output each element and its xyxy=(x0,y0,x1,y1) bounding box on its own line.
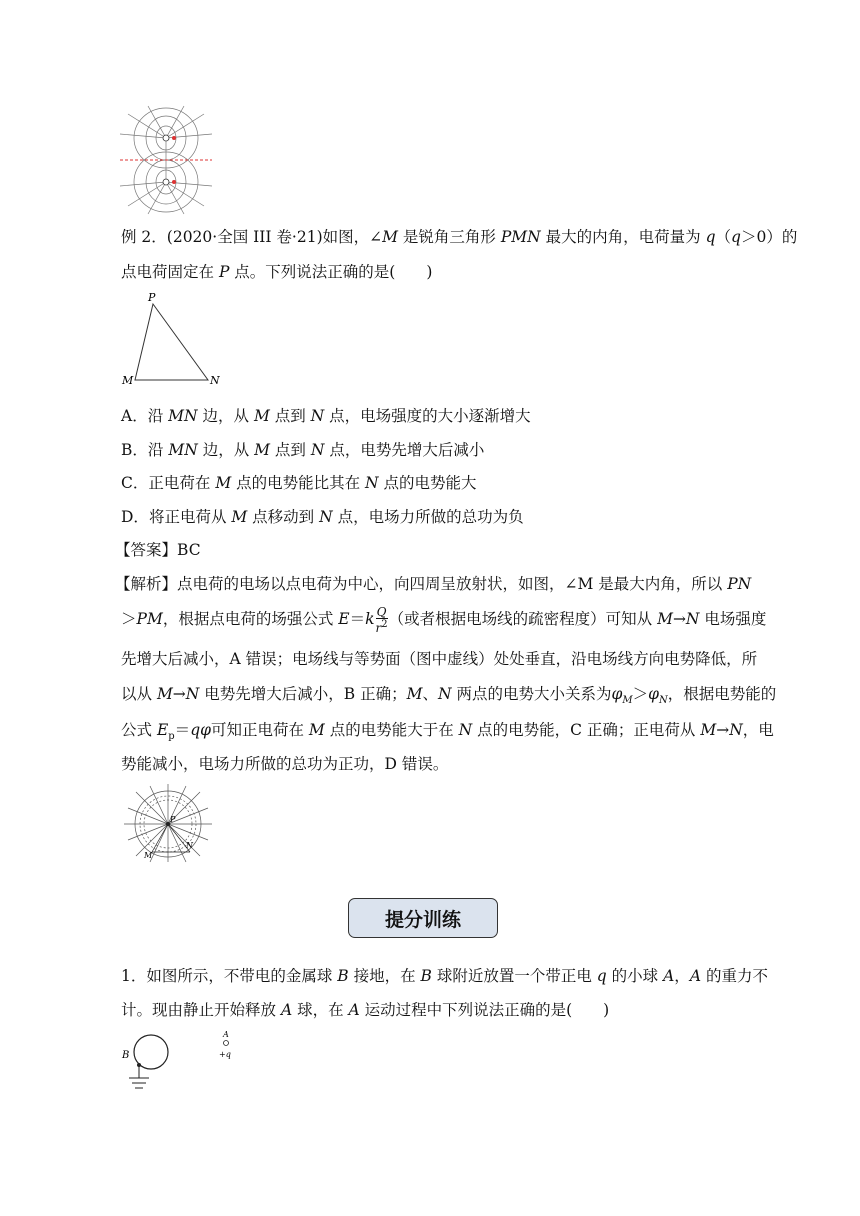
analysis-line5 xyxy=(121,719,774,748)
label-A: A xyxy=(223,1030,229,1039)
text: 运动过程中下列说法正确的是( ) xyxy=(359,1001,610,1019)
var: M xyxy=(253,407,270,425)
analysis-line1 xyxy=(115,573,751,595)
var: M→N xyxy=(700,721,743,739)
dipole-field-figure xyxy=(118,104,214,216)
var: PM xyxy=(136,610,163,628)
triangle-figure xyxy=(118,290,228,390)
text: 球，在 xyxy=(292,1001,349,1019)
text: 沿 xyxy=(147,441,169,459)
var: N xyxy=(310,407,325,425)
label-M: M xyxy=(122,374,134,387)
text: 点，电场强度的大小逐渐增大 xyxy=(324,407,531,425)
text: 点，电场力所做的总功为负 xyxy=(332,508,524,526)
text: 点，电势先增大后减小 xyxy=(324,441,485,459)
text: ＝ xyxy=(174,721,191,739)
text: 点到 xyxy=(270,441,311,459)
label-N: N xyxy=(186,841,193,850)
text: 公式 xyxy=(121,721,157,739)
var: k xyxy=(365,610,375,628)
text: 势能减小，电场力所做的总功为正功，D 错误。 xyxy=(121,755,449,773)
text: 点的电势能大于在 xyxy=(324,721,459,739)
text: ＞ xyxy=(632,685,649,703)
text: （ xyxy=(715,228,732,246)
text: 是锐角三角形 xyxy=(398,228,501,246)
var: MN xyxy=(168,441,198,459)
fraction xyxy=(376,606,388,634)
q1-line1 xyxy=(121,965,768,987)
text: 可知正电荷在 xyxy=(210,721,309,739)
text: 电场强度 xyxy=(699,610,767,628)
var: q xyxy=(705,228,716,246)
label-P: P xyxy=(148,291,156,304)
text: ＞0）的 xyxy=(740,228,798,246)
var: φ xyxy=(648,685,659,703)
var: N xyxy=(365,474,379,492)
text: 正电荷在 xyxy=(148,474,216,492)
text: 边，从 xyxy=(197,407,254,425)
label-B: B xyxy=(122,1050,130,1061)
var: N xyxy=(438,685,452,703)
text: ， xyxy=(674,967,690,985)
var: q xyxy=(731,228,741,246)
var: PMN xyxy=(500,228,541,246)
text: 点的电势能比其在 xyxy=(231,474,366,492)
section-title xyxy=(348,898,498,938)
option-letter: C． xyxy=(121,474,149,492)
text: 例 2．(2020·全国 III 卷·21)如图，∠ xyxy=(121,228,383,246)
var: A xyxy=(663,967,675,985)
var: MN xyxy=(168,407,198,425)
text: 将正电荷从 xyxy=(148,508,232,526)
text: ，电 xyxy=(742,721,774,739)
var: φ xyxy=(611,685,623,703)
analysis-label: 【解析】 xyxy=(115,575,178,593)
q1-line2 xyxy=(121,999,609,1021)
numerator: Q xyxy=(376,605,387,619)
var: E xyxy=(156,721,169,739)
text: 边，从 xyxy=(197,441,255,459)
var: M xyxy=(231,508,248,526)
text: 、 xyxy=(422,685,438,703)
label-P: P xyxy=(170,815,176,824)
var: A xyxy=(348,1001,360,1019)
var: PN xyxy=(727,575,752,593)
subscript: p xyxy=(168,731,175,743)
answer xyxy=(115,539,201,561)
text: ，根据电势能的 xyxy=(667,685,777,703)
var: B xyxy=(337,967,349,985)
text: ＝ xyxy=(349,610,366,628)
var: B xyxy=(420,967,432,985)
var: q xyxy=(596,967,607,985)
label-q: +q xyxy=(219,1050,231,1059)
text: 最大的内角，电荷量为 xyxy=(540,228,706,246)
var: M→N xyxy=(156,685,200,703)
label-N: N xyxy=(210,374,220,387)
var: P xyxy=(218,263,230,281)
option-letter: B． xyxy=(121,441,148,459)
denominator xyxy=(376,619,388,634)
text: 点的电势能大 xyxy=(378,474,477,492)
analysis-line2 xyxy=(121,606,766,634)
option-b xyxy=(121,439,484,461)
text: ，根据点电荷的场强公式 xyxy=(162,610,339,628)
sphere-ground-figure xyxy=(118,1028,248,1098)
text: 计。现由静止开始释放 xyxy=(121,1001,281,1019)
var: N xyxy=(458,721,473,739)
text: （或者根据电场线的疏密程度）可知从 xyxy=(388,610,658,628)
var: M→N xyxy=(657,610,700,628)
text: 点电荷固定在 xyxy=(121,263,219,281)
example2-line2 xyxy=(121,261,432,283)
text: 点电荷的电场以点电荷为中心，向四周呈放射状，如图，∠M 是最大内角，所以 xyxy=(177,575,728,593)
var: r xyxy=(375,621,382,635)
answer-value: BC xyxy=(177,541,201,559)
var: M xyxy=(382,228,398,246)
option-c xyxy=(121,472,477,494)
var: M xyxy=(308,721,325,739)
text: 点到 xyxy=(269,407,311,425)
text: 点。下列说法正确的是( ) xyxy=(229,263,433,281)
text: 的重力不 xyxy=(701,967,768,985)
option-a xyxy=(121,405,531,427)
var: qφ xyxy=(190,721,211,739)
analysis-line6 xyxy=(121,753,448,775)
subscript: M xyxy=(622,695,633,707)
text: 点移动到 xyxy=(247,508,320,526)
text: 沿 xyxy=(147,407,169,425)
text: 以从 xyxy=(121,685,157,703)
var: M xyxy=(406,685,423,703)
radial-field-figure xyxy=(120,782,216,864)
var: A xyxy=(280,1001,293,1019)
subscript: N xyxy=(658,695,668,707)
text: ＞ xyxy=(121,610,137,628)
example2-line1 xyxy=(121,226,797,248)
section-title-text: 提分训练 xyxy=(384,908,461,931)
exponent: 2 xyxy=(381,619,388,630)
var: N xyxy=(310,441,325,459)
answer-label: 【答案】 xyxy=(115,541,178,559)
text: 的小球 xyxy=(606,967,664,985)
analysis-line3 xyxy=(121,648,757,670)
text: 两点的电势大小关系为 xyxy=(451,685,612,703)
analysis-line4 xyxy=(121,683,776,712)
text: 球附近放置一个带正电 xyxy=(431,967,597,985)
text: 先增大后减小，A 错误；电场线与等势面（图中虚线）处处垂直，沿电场线方向电势降低，所 xyxy=(121,650,758,668)
text: 接地，在 xyxy=(348,967,421,985)
var: E xyxy=(338,610,350,628)
option-d xyxy=(121,506,524,528)
label-M: M xyxy=(144,851,153,860)
var: M xyxy=(254,441,270,459)
text: 点的电势能，C 正确；正电荷从 xyxy=(472,721,701,739)
option-letter: A． xyxy=(121,407,148,425)
option-letter: D． xyxy=(121,508,149,526)
text: 电势先增大后减小，B 正确； xyxy=(199,685,407,703)
var: N xyxy=(319,508,333,526)
var: M xyxy=(215,474,232,492)
text: 1．如图所示，不带电的金属球 xyxy=(121,967,338,985)
var: A xyxy=(689,967,702,985)
